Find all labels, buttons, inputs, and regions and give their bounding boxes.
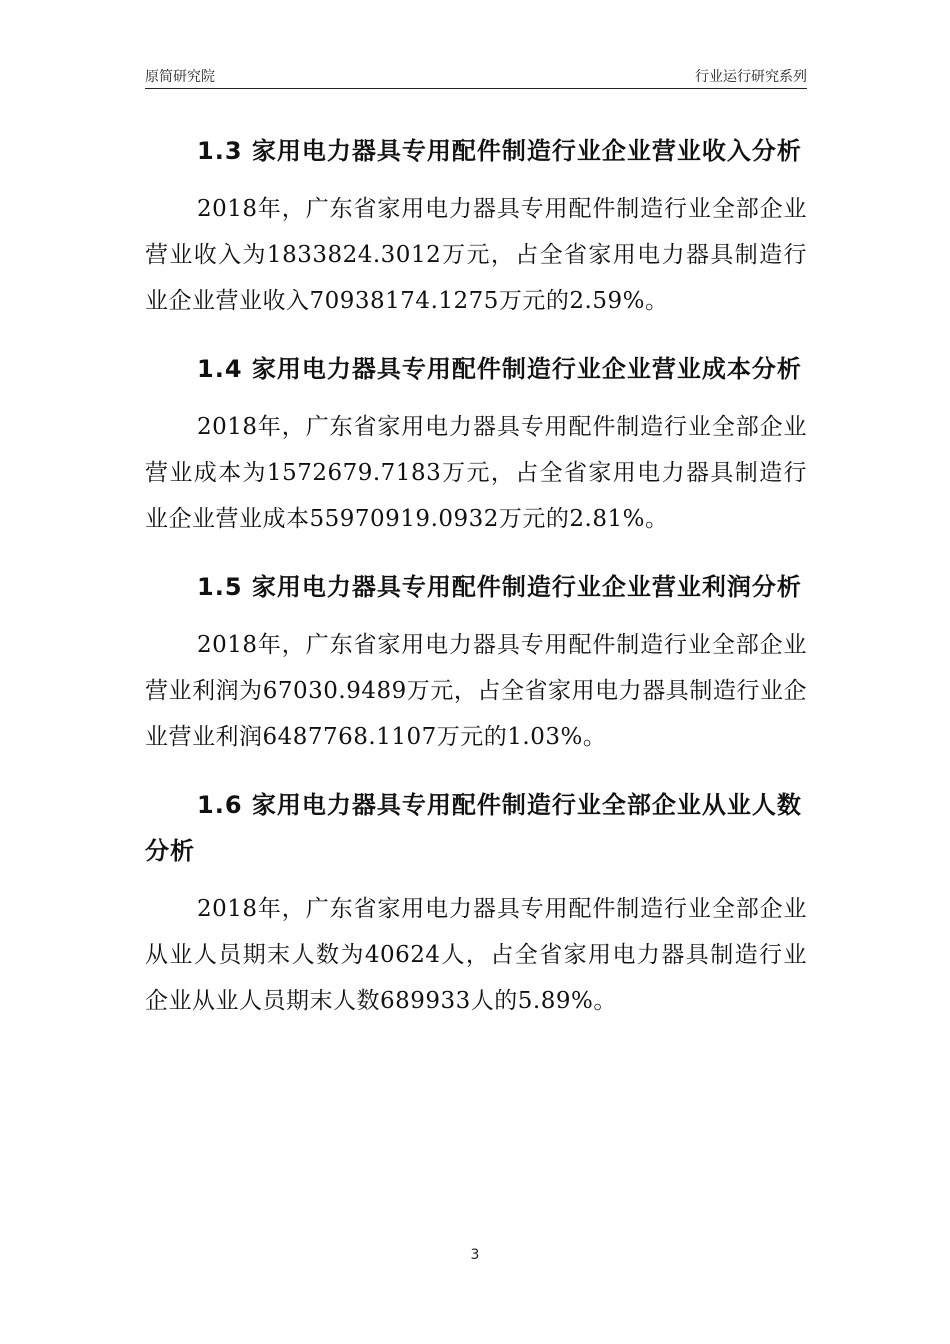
page-number: 3: [470, 1247, 480, 1263]
header-series-title: 行业运行研究系列: [695, 69, 807, 85]
section-heading: 1.4 家用电力器具专用配件制造行业企业营业成本分析: [197, 355, 802, 383]
section-1-4: [145, 346, 807, 542]
header-org-name: 原简研究院: [145, 69, 215, 85]
page-content: [145, 128, 807, 1046]
page-header: [145, 66, 807, 89]
section-paragraph: 2018年，广东省家用电力器具专用配件制造行业全部企业从业人员期末人数为40624人，占全省家用电力器具制造行业企业从业人员期末人数689933人的5.89%。: [145, 896, 807, 1014]
section-heading: 1.3 家用电力器具专用配件制造行业企业营业收入分析: [197, 137, 802, 165]
section-heading: 1.5 家用电力器具专用配件制造行业企业营业利润分析: [197, 573, 802, 601]
section-paragraph: 2018年，广东省家用电力器具专用配件制造行业全部企业营业成本为1572679.7183万元，占全省家用电力器具制造行业企业营业成本55970919.0932万元的2.81%。: [145, 414, 807, 532]
section-paragraph: 2018年，广东省家用电力器具专用配件制造行业全部企业营业收入为1833824.3012万元，占全省家用电力器具制造行业企业营业收入70938174.1275万元的2.59%。: [145, 196, 807, 314]
section-1-6: [145, 782, 807, 1024]
section-1-5: [145, 564, 807, 760]
section-1-3: [145, 128, 807, 324]
section-heading: 1.6 家用电力器具专用配件制造行业全部企业从业人数分析: [145, 791, 802, 865]
section-paragraph: 2018年，广东省家用电力器具专用配件制造行业全部企业营业利润为67030.9489万元，占全省家用电力器具制造行业企业营业利润6487768.1107万元的1.03%。: [145, 632, 807, 750]
